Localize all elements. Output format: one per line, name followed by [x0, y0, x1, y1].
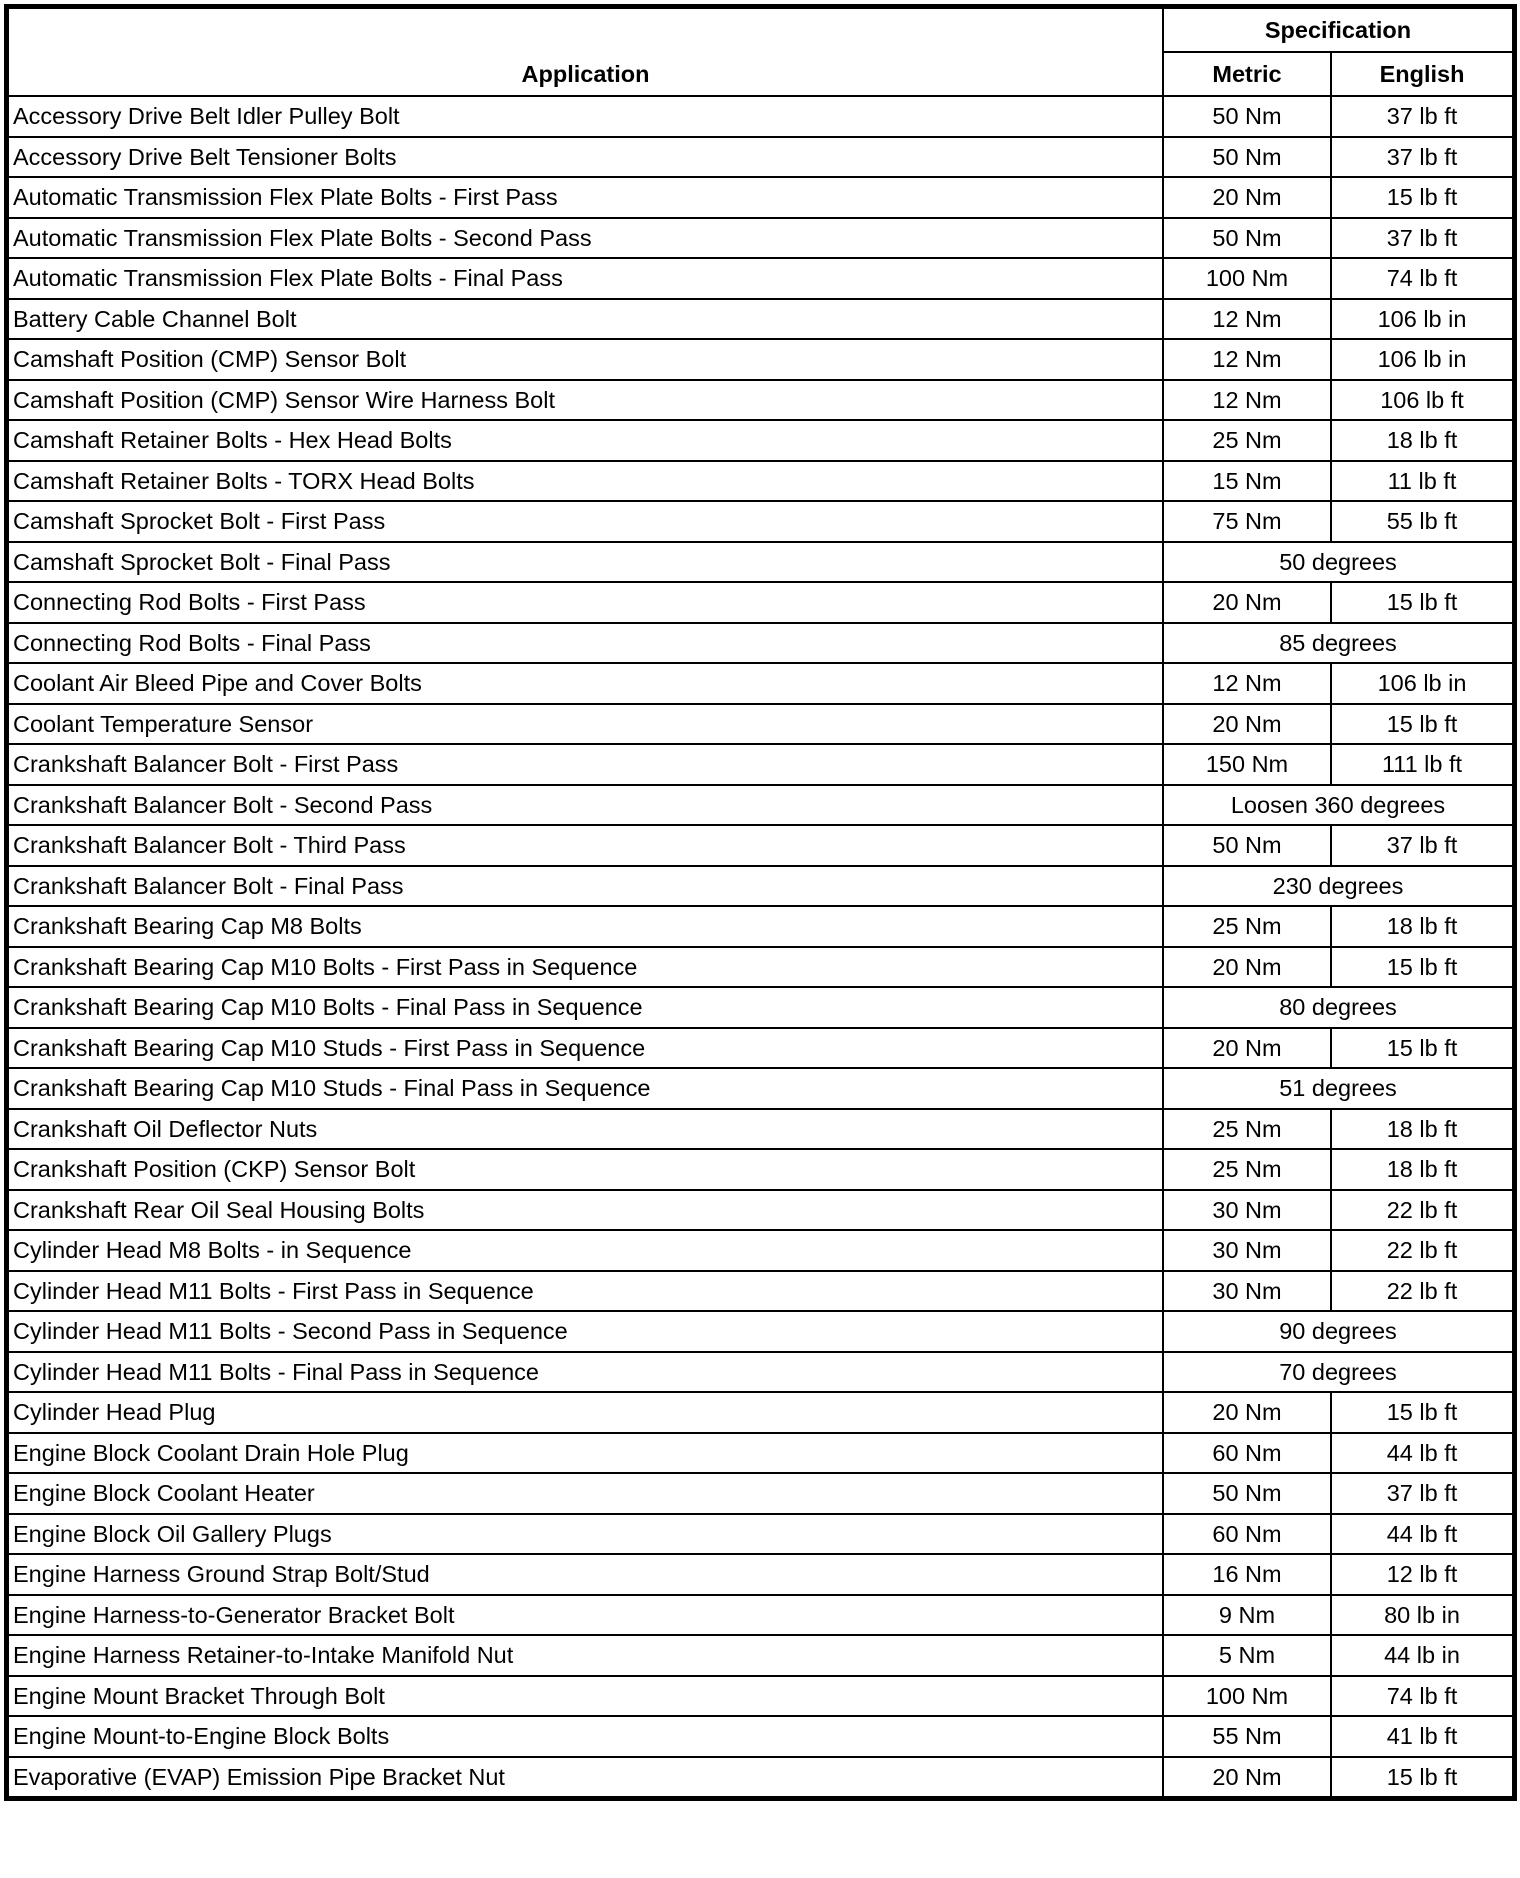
- application-cell: Crankshaft Balancer Bolt - Final Pass: [8, 866, 1163, 907]
- table-row: [8, 461, 1513, 502]
- metric-cell: 20 Nm: [1163, 1757, 1331, 1798]
- table-row: [8, 1109, 1513, 1150]
- application-cell: Automatic Transmission Flex Plate Bolts - Second Pass: [8, 218, 1163, 259]
- metric-cell: 25 Nm: [1163, 1149, 1331, 1190]
- metric-cell: 50 Nm: [1163, 137, 1331, 178]
- english-cell: 15 lb ft: [1331, 582, 1513, 623]
- metric-cell: 55 Nm: [1163, 1716, 1331, 1757]
- application-cell: Engine Block Coolant Heater: [8, 1473, 1163, 1514]
- metric-column-header: Metric: [1163, 52, 1331, 96]
- metric-cell: 60 Nm: [1163, 1514, 1331, 1555]
- application-cell: Connecting Rod Bolts - First Pass: [8, 582, 1163, 623]
- application-cell: Accessory Drive Belt Tensioner Bolts: [8, 137, 1163, 178]
- table-row: [8, 1757, 1513, 1798]
- table-row: [8, 1190, 1513, 1231]
- english-cell: 15 lb ft: [1331, 704, 1513, 745]
- application-cell: Cylinder Head M8 Bolts - in Sequence: [8, 1230, 1163, 1271]
- metric-cell: 50 Nm: [1163, 825, 1331, 866]
- metric-cell: 60 Nm: [1163, 1433, 1331, 1474]
- application-cell: Camshaft Retainer Bolts - Hex Head Bolts: [8, 420, 1163, 461]
- metric-cell: 20 Nm: [1163, 1028, 1331, 1069]
- metric-cell: 30 Nm: [1163, 1190, 1331, 1231]
- metric-cell: 15 Nm: [1163, 461, 1331, 502]
- metric-cell: 30 Nm: [1163, 1230, 1331, 1271]
- english-cell: 41 lb ft: [1331, 1716, 1513, 1757]
- table-row: [8, 623, 1513, 664]
- table-row: [8, 137, 1513, 178]
- application-cell: Crankshaft Bearing Cap M8 Bolts: [8, 906, 1163, 947]
- english-cell: 18 lb ft: [1331, 906, 1513, 947]
- combined-spec-cell: 51 degrees: [1163, 1068, 1513, 1109]
- metric-cell: 20 Nm: [1163, 704, 1331, 745]
- application-cell: Engine Mount Bracket Through Bolt: [8, 1676, 1163, 1717]
- application-cell: Engine Harness Ground Strap Bolt/Stud: [8, 1554, 1163, 1595]
- table-row: [8, 1595, 1513, 1636]
- application-cell: Engine Mount-to-Engine Block Bolts: [8, 1716, 1163, 1757]
- table-row: [8, 987, 1513, 1028]
- table-row: [8, 582, 1513, 623]
- table-row: [8, 1473, 1513, 1514]
- table-row: [8, 1554, 1513, 1595]
- table-row: [8, 1271, 1513, 1312]
- table-row: [8, 1433, 1513, 1474]
- table-row: [8, 96, 1513, 137]
- table-row: [8, 380, 1513, 421]
- application-cell: Connecting Rod Bolts - Final Pass: [8, 623, 1163, 664]
- application-cell: Crankshaft Balancer Bolt - First Pass: [8, 744, 1163, 785]
- english-cell: 37 lb ft: [1331, 825, 1513, 866]
- table-row: [8, 339, 1513, 380]
- application-cell: Crankshaft Oil Deflector Nuts: [8, 1109, 1163, 1150]
- table-row: [8, 1230, 1513, 1271]
- table-row: [8, 906, 1513, 947]
- english-cell: 15 lb ft: [1331, 177, 1513, 218]
- combined-spec-cell: 85 degrees: [1163, 623, 1513, 664]
- english-cell: 15 lb ft: [1331, 1392, 1513, 1433]
- combined-spec-cell: 50 degrees: [1163, 542, 1513, 583]
- table-row: [8, 744, 1513, 785]
- metric-cell: 12 Nm: [1163, 663, 1331, 704]
- metric-cell: 12 Nm: [1163, 339, 1331, 380]
- application-cell: Coolant Temperature Sensor: [8, 704, 1163, 745]
- application-cell: Camshaft Position (CMP) Sensor Wire Harness Bolt: [8, 380, 1163, 421]
- application-cell: Cylinder Head M11 Bolts - Second Pass in Sequence: [8, 1311, 1163, 1352]
- application-cell: Evaporative (EVAP) Emission Pipe Bracket Nut: [8, 1757, 1163, 1798]
- table-row: [8, 1149, 1513, 1190]
- english-cell: 44 lb ft: [1331, 1433, 1513, 1474]
- table-row: [8, 177, 1513, 218]
- metric-cell: 16 Nm: [1163, 1554, 1331, 1595]
- metric-cell: 25 Nm: [1163, 420, 1331, 461]
- english-cell: 15 lb ft: [1331, 947, 1513, 988]
- table-row: [8, 299, 1513, 340]
- table-row: [8, 704, 1513, 745]
- table-row: [8, 1068, 1513, 1109]
- application-cell: Crankshaft Position (CKP) Sensor Bolt: [8, 1149, 1163, 1190]
- metric-cell: 9 Nm: [1163, 1595, 1331, 1636]
- metric-cell: 20 Nm: [1163, 177, 1331, 218]
- application-cell: Accessory Drive Belt Idler Pulley Bolt: [8, 96, 1163, 137]
- metric-cell: 30 Nm: [1163, 1271, 1331, 1312]
- english-cell: 106 lb in: [1331, 299, 1513, 340]
- metric-cell: 25 Nm: [1163, 1109, 1331, 1150]
- application-cell: Cylinder Head Plug: [8, 1392, 1163, 1433]
- metric-cell: 50 Nm: [1163, 96, 1331, 137]
- english-cell: 18 lb ft: [1331, 1149, 1513, 1190]
- english-cell: 106 lb in: [1331, 339, 1513, 380]
- application-column-header: Application: [8, 8, 1163, 96]
- english-cell: 12 lb ft: [1331, 1554, 1513, 1595]
- table-row: [8, 1392, 1513, 1433]
- application-cell: Engine Harness Retainer-to-Intake Manifold Nut: [8, 1635, 1163, 1676]
- table-row: [8, 1028, 1513, 1069]
- application-cell: Crankshaft Bearing Cap M10 Bolts - First Pass in Sequence: [8, 947, 1163, 988]
- table-row: [8, 866, 1513, 907]
- table-row: [8, 1352, 1513, 1393]
- application-cell: Engine Harness-to-Generator Bracket Bolt: [8, 1595, 1163, 1636]
- application-cell: Engine Block Oil Gallery Plugs: [8, 1514, 1163, 1555]
- table-row: [8, 501, 1513, 542]
- metric-cell: 50 Nm: [1163, 218, 1331, 259]
- application-cell: Crankshaft Rear Oil Seal Housing Bolts: [8, 1190, 1163, 1231]
- application-cell: Coolant Air Bleed Pipe and Cover Bolts: [8, 663, 1163, 704]
- table-row: [8, 825, 1513, 866]
- table-body: [8, 96, 1513, 1797]
- english-cell: 22 lb ft: [1331, 1271, 1513, 1312]
- metric-cell: 100 Nm: [1163, 1676, 1331, 1717]
- metric-cell: 12 Nm: [1163, 380, 1331, 421]
- application-cell: Crankshaft Balancer Bolt - Third Pass: [8, 825, 1163, 866]
- table-header-row: [8, 8, 1513, 52]
- english-cell: 22 lb ft: [1331, 1190, 1513, 1231]
- table-row: [8, 542, 1513, 583]
- application-cell: Camshaft Retainer Bolts - TORX Head Bolts: [8, 461, 1163, 502]
- english-cell: 74 lb ft: [1331, 1676, 1513, 1717]
- english-cell: 80 lb in: [1331, 1595, 1513, 1636]
- table-row: [8, 663, 1513, 704]
- application-cell: Cylinder Head M11 Bolts - First Pass in Sequence: [8, 1271, 1163, 1312]
- specification-column-header: Specification: [1163, 8, 1513, 52]
- english-cell: 37 lb ft: [1331, 137, 1513, 178]
- english-cell: 18 lb ft: [1331, 420, 1513, 461]
- metric-cell: 5 Nm: [1163, 1635, 1331, 1676]
- combined-spec-cell: Loosen 360 degrees: [1163, 785, 1513, 826]
- application-cell: Engine Block Coolant Drain Hole Plug: [8, 1433, 1163, 1474]
- english-cell: 106 lb in: [1331, 663, 1513, 704]
- combined-spec-cell: 90 degrees: [1163, 1311, 1513, 1352]
- table-row: [8, 218, 1513, 259]
- application-cell: Crankshaft Balancer Bolt - Second Pass: [8, 785, 1163, 826]
- english-cell: 37 lb ft: [1331, 96, 1513, 137]
- table-row: [8, 785, 1513, 826]
- application-cell: Battery Cable Channel Bolt: [8, 299, 1163, 340]
- english-cell: 106 lb ft: [1331, 380, 1513, 421]
- table-row: [8, 1311, 1513, 1352]
- application-cell: Camshaft Sprocket Bolt - First Pass: [8, 501, 1163, 542]
- combined-spec-cell: 80 degrees: [1163, 987, 1513, 1028]
- application-cell: Crankshaft Bearing Cap M10 Studs - First Pass in Sequence: [8, 1028, 1163, 1069]
- english-cell: 44 lb in: [1331, 1635, 1513, 1676]
- english-cell: 55 lb ft: [1331, 501, 1513, 542]
- application-cell: Camshaft Sprocket Bolt - Final Pass: [8, 542, 1163, 583]
- english-cell: 111 lb ft: [1331, 744, 1513, 785]
- application-cell: Cylinder Head M11 Bolts - Final Pass in Sequence: [8, 1352, 1163, 1393]
- english-cell: 37 lb ft: [1331, 218, 1513, 259]
- table-row: [8, 947, 1513, 988]
- metric-cell: 20 Nm: [1163, 582, 1331, 623]
- metric-cell: 100 Nm: [1163, 258, 1331, 299]
- table-row: [8, 420, 1513, 461]
- application-cell: Automatic Transmission Flex Plate Bolts - First Pass: [8, 177, 1163, 218]
- english-cell: 44 lb ft: [1331, 1514, 1513, 1555]
- table-row: [8, 1635, 1513, 1676]
- application-cell: Crankshaft Bearing Cap M10 Bolts - Final Pass in Sequence: [8, 987, 1163, 1028]
- english-cell: 15 lb ft: [1331, 1028, 1513, 1069]
- metric-cell: 150 Nm: [1163, 744, 1331, 785]
- english-cell: 37 lb ft: [1331, 1473, 1513, 1514]
- metric-cell: 25 Nm: [1163, 906, 1331, 947]
- metric-cell: 20 Nm: [1163, 1392, 1331, 1433]
- english-cell: 15 lb ft: [1331, 1757, 1513, 1798]
- table-row: [8, 1716, 1513, 1757]
- metric-cell: 12 Nm: [1163, 299, 1331, 340]
- application-cell: Crankshaft Bearing Cap M10 Studs - Final Pass in Sequence: [8, 1068, 1163, 1109]
- combined-spec-cell: 70 degrees: [1163, 1352, 1513, 1393]
- application-cell: Camshaft Position (CMP) Sensor Bolt: [8, 339, 1163, 380]
- torque-spec-table: [7, 7, 1514, 1798]
- metric-cell: 20 Nm: [1163, 947, 1331, 988]
- english-cell: 18 lb ft: [1331, 1109, 1513, 1150]
- english-cell: 74 lb ft: [1331, 258, 1513, 299]
- table-row: [8, 258, 1513, 299]
- english-cell: 11 lb ft: [1331, 461, 1513, 502]
- table-row: [8, 1514, 1513, 1555]
- table-row: [8, 1676, 1513, 1717]
- metric-cell: 50 Nm: [1163, 1473, 1331, 1514]
- metric-cell: 75 Nm: [1163, 501, 1331, 542]
- english-column-header: English: [1331, 52, 1513, 96]
- english-cell: 22 lb ft: [1331, 1230, 1513, 1271]
- application-cell: Automatic Transmission Flex Plate Bolts - Final Pass: [8, 258, 1163, 299]
- combined-spec-cell: 230 degrees: [1163, 866, 1513, 907]
